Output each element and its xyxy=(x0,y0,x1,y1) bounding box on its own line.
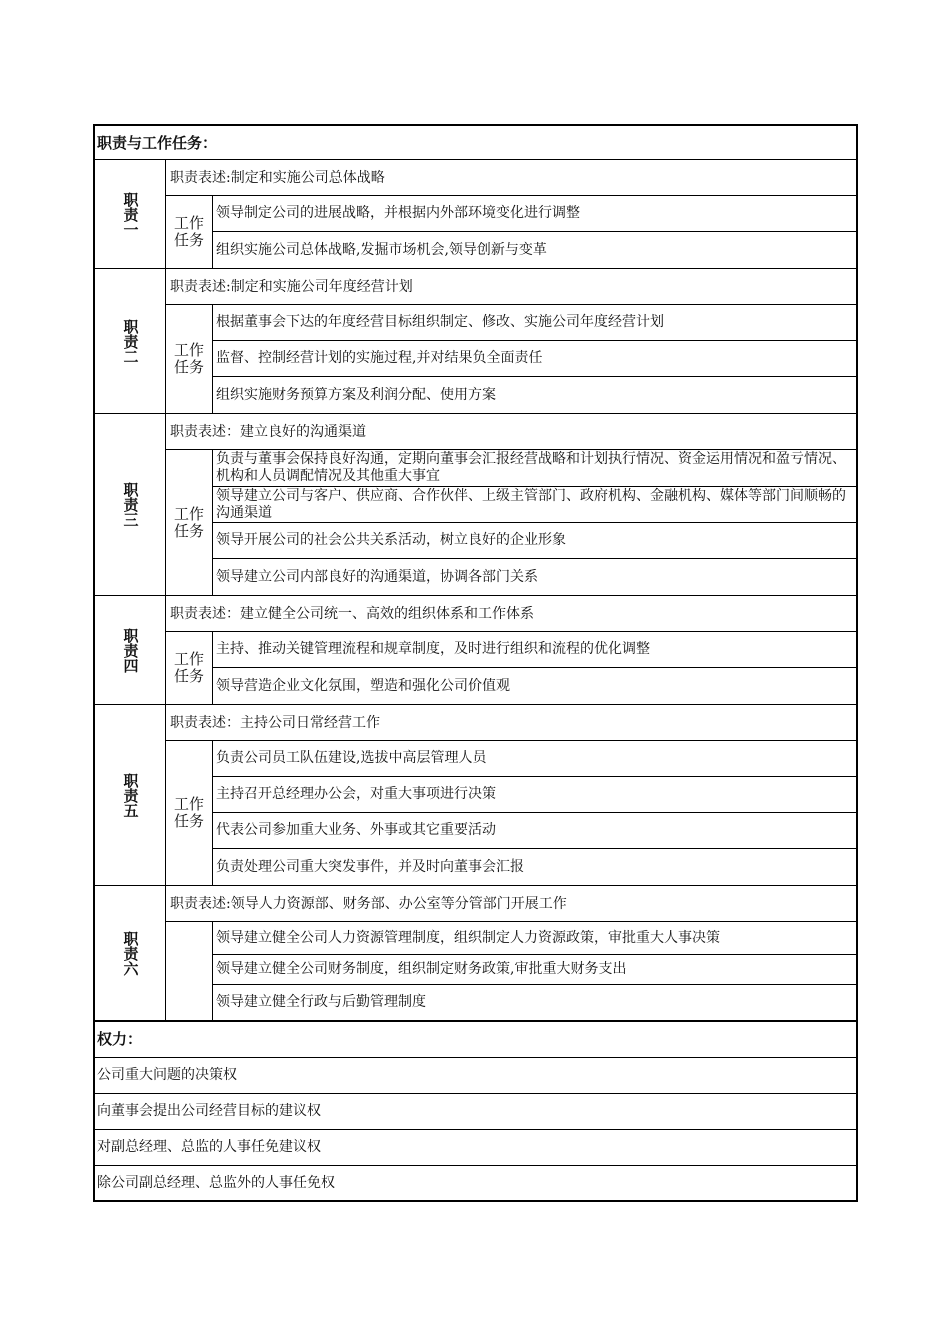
task-item: 领导开展公司的社会公共关系活动，树立良好的企业形象 xyxy=(213,523,856,559)
duty-description: 职责表述：建立良好的沟通渠道 xyxy=(166,414,856,450)
duty-label: 职责一 xyxy=(121,191,140,237)
powers-title: 权力： xyxy=(93,1022,858,1058)
power-item: 公司重大问题的决策权 xyxy=(93,1058,858,1094)
task-item: 领导建立健全公司财务制度，组织制定财务政策,审批重大财务支出 xyxy=(213,955,856,985)
duty-label: 职责五 xyxy=(121,772,140,818)
task-item: 领导建立公司与客户、供应商、合作伙伴、上级主管部门、政府机构、金融机构、媒体等部门间顺畅的沟通渠道 xyxy=(213,487,856,523)
duty-description: 职责表述:领导人力资源部、财务部、办公室等分管部门开展工作 xyxy=(166,886,856,922)
task-item: 组织实施财务预算方案及利润分配、使用方案 xyxy=(216,386,496,403)
duty-description: 职责表述:制定和实施公司年度经营计划 xyxy=(166,269,856,305)
task-item: 领导建立公司内部良好的沟通渠道，协调各部门关系 xyxy=(216,568,538,585)
power-item: 除公司副总经理、总监外的人事任免权 xyxy=(93,1166,858,1202)
duty-block-2 xyxy=(93,269,858,414)
task-item: 代表公司参加重大业务、外事或其它重要活动 xyxy=(213,813,856,849)
duty-block-6 xyxy=(93,886,858,1022)
task-item: 领导建立健全公司人力资源管理制度，组织制定人力资源政策，审批重大人事决策 xyxy=(213,922,856,955)
duty-description: 职责表述：主持公司日常经营工作 xyxy=(166,705,856,741)
task-item: 根据董事会下达的年度经营目标组织制定、修改、实施公司年度经营计划 xyxy=(213,305,856,341)
task-item: 负责公司员工队伍建设,选拔中高层管理人员 xyxy=(213,741,856,777)
task-item: 负责与董事会保持良好沟通，定期向董事会汇报经营战略和计划执行情况、资金运用情况和盈亏情况、机构和人员调配情况及其他重大事宜 xyxy=(213,450,856,487)
task-item: 领导制定公司的进展战略，并根据内外部环境变化进行调整 xyxy=(213,196,856,232)
section-title: 职责与工作任务： xyxy=(93,124,858,160)
power-item: 对副总经理、总监的人事任免建议权 xyxy=(93,1130,858,1166)
duty-block-5 xyxy=(93,705,858,886)
duty-label: 职责三 xyxy=(121,482,140,527)
duty-block-4 xyxy=(93,596,858,705)
duty-block-3 xyxy=(93,414,858,596)
task-item: 领导建立健全行政与后勤管理制度 xyxy=(216,994,426,1010)
task-item: 主持召开总经理办公会，对重大事项进行决策 xyxy=(213,777,856,813)
duty-label: 职责四 xyxy=(121,627,140,673)
task-item: 组织实施公司总体战略,发掘市场机会,领导创新与变革 xyxy=(216,241,547,258)
duty-label: 职责二 xyxy=(121,318,140,364)
task-label: 工作任务 xyxy=(173,795,204,830)
duty-description: 职责表述：建立健全公司统一、高效的组织体系和工作体系 xyxy=(166,596,856,632)
task-label: 工作任务 xyxy=(173,504,204,540)
task-label: 工作任务 xyxy=(173,650,204,685)
powers-list xyxy=(93,1058,858,1202)
task-item: 领导营造企业文化氛围，塑造和强化公司价值观 xyxy=(216,677,510,694)
task-item: 监督、控制经营计划的实施过程,并对结果负全面责任 xyxy=(213,341,856,377)
task-label: 工作任务 xyxy=(173,341,204,376)
task-item: 负责处理公司重大突发事件，并及时向董事会汇报 xyxy=(216,858,524,875)
task-item: 主持、推动关键管理流程和规章制度，及时进行组织和流程的优化调整 xyxy=(213,632,856,668)
duty-block-1 xyxy=(93,160,858,269)
duty-description: 职责表述:制定和实施公司总体战略 xyxy=(166,160,856,196)
duty-label: 职责六 xyxy=(121,930,140,976)
duties-table xyxy=(93,124,858,1202)
task-label: 工作任务 xyxy=(173,214,204,249)
power-item: 向董事会提出公司经营目标的建议权 xyxy=(93,1094,858,1130)
